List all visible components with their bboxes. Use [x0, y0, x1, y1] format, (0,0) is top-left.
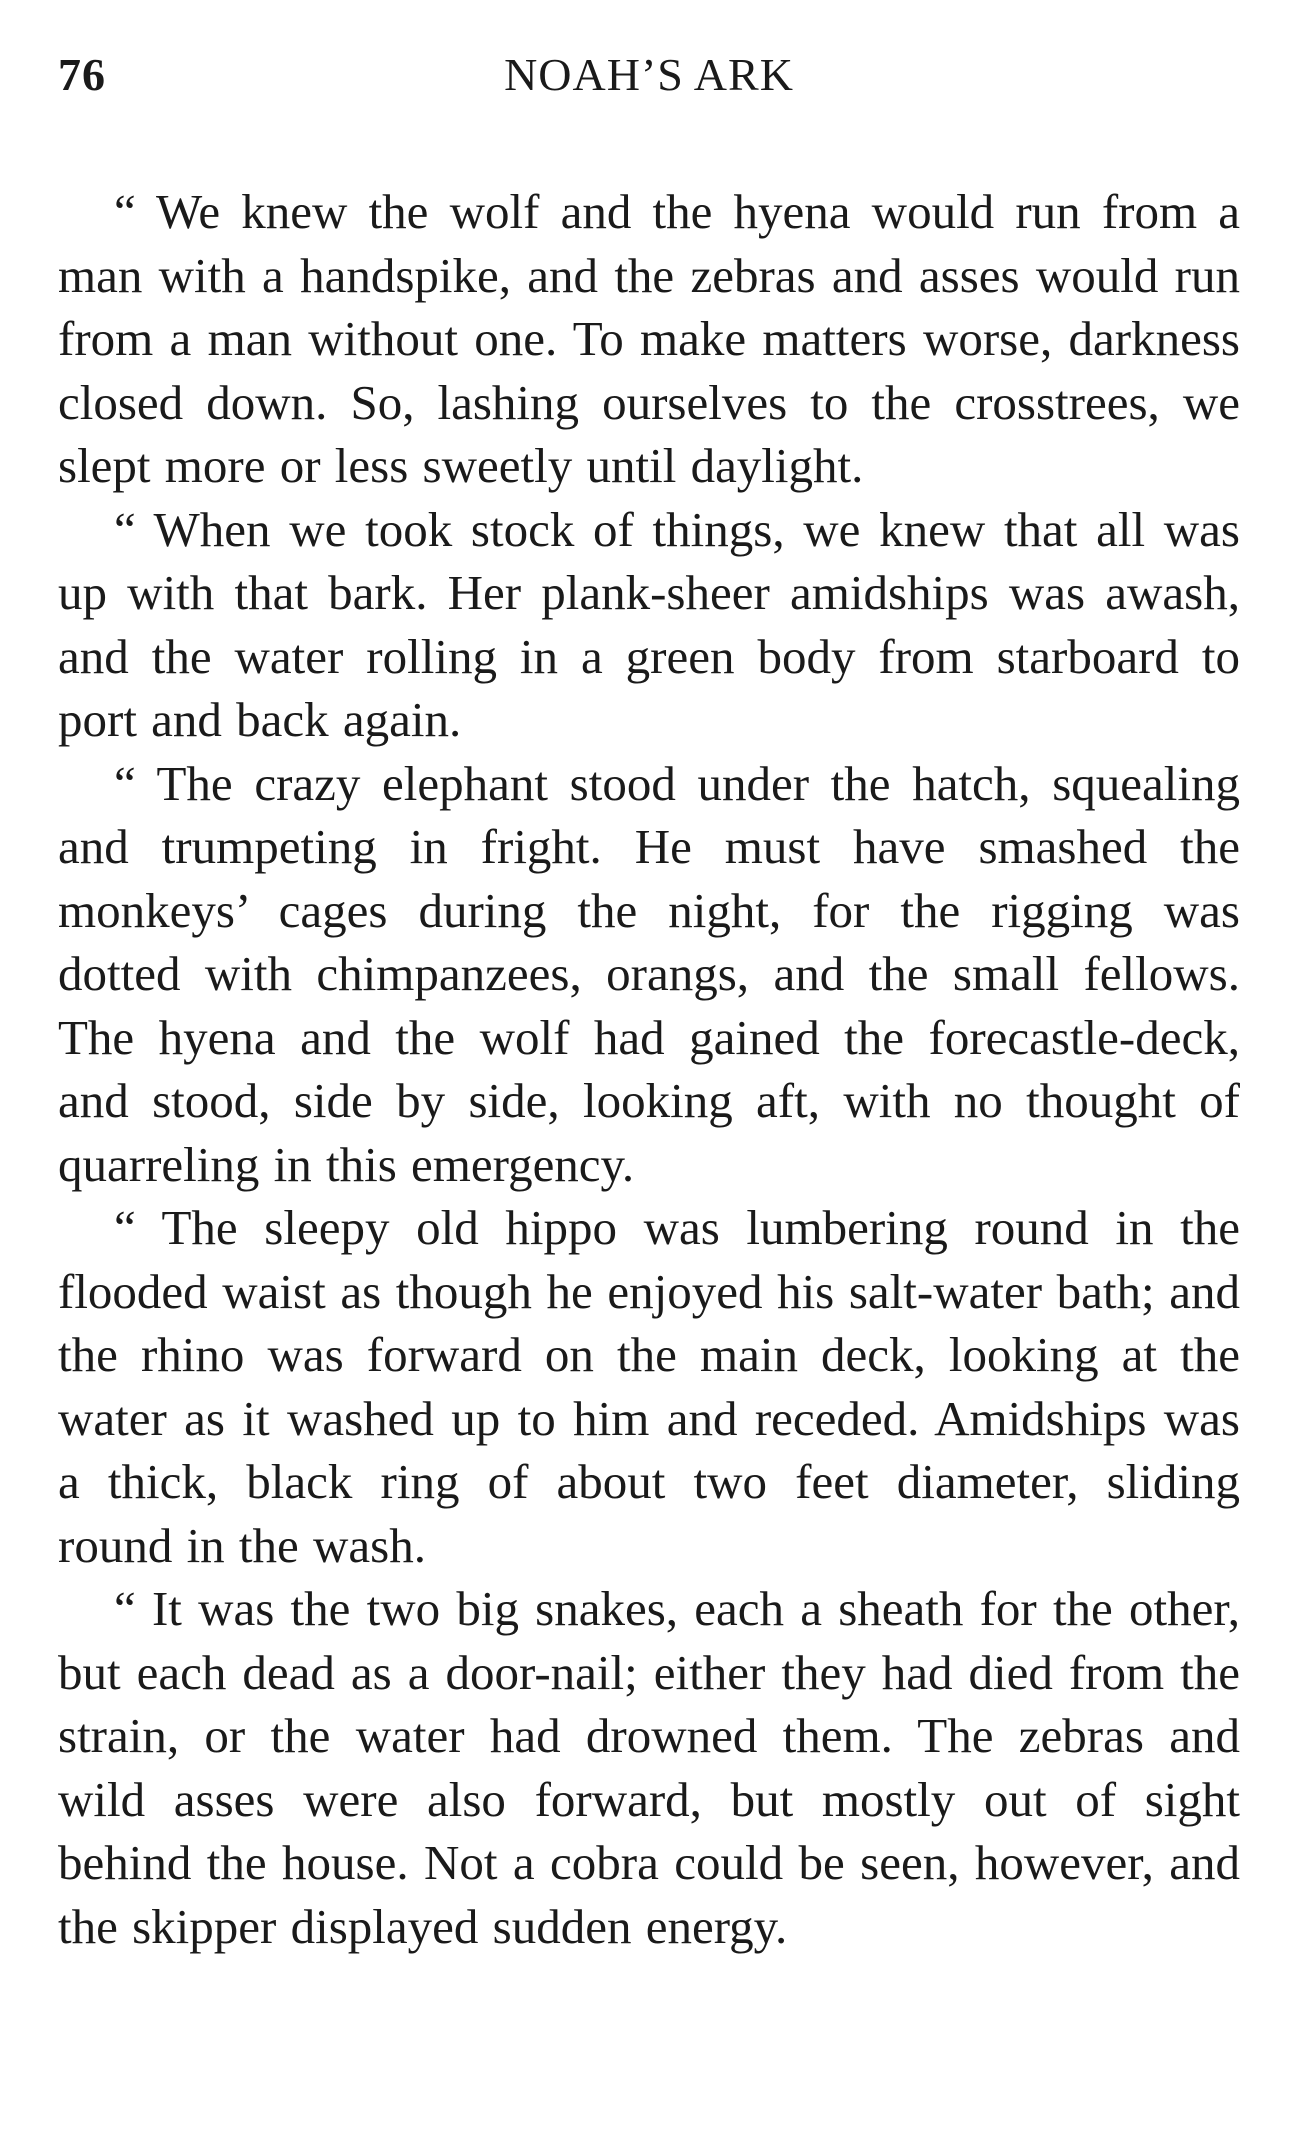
page-header [58, 40, 1240, 110]
paragraph: “ We knew the wolf and the hyena would run from a man with a handspike, and the zebras and asses would run from a man without one. To make matters worse, darkness closed down. So, lashing ourselves to the crosstrees, we slept more or less sweetly until daylight. [58, 184, 1240, 493]
paragraph: “ When we took stock of things, we knew that all was up with that bark. Her plank-sheer amidships was awash, and the water rolling in a green body from starboard to port and back again. [58, 501, 1240, 747]
paragraph: “ It was the two big snakes, each a sheath for the other, but each dead as a door-nail; either they had died from the strain, or the water had drowned them. The zebras and wild asses were also forward, but mostly out of sight behind the house. Not a cobra could be seen, however, and the skipper displayed sudden energy. [58, 1581, 1240, 1954]
body-text [58, 180, 1240, 1958]
running-head: NOAH’S ARK [504, 49, 794, 100]
paragraph: “ The sleepy old hippo was lumbering round in the flooded waist as though he enjoyed his salt-water bath; and the rhino was forward on the main deck, looking at the water as it washed up to him and receded. Amidships was a thick, black ring of about two feet diameter, sliding round in the wash. [58, 1200, 1240, 1573]
page-number: 76 [58, 49, 106, 100]
paragraph: “ The crazy elephant stood under the hatch, squealing and trumpeting in fright. He must have smashed the monkeys’ cages during the night, for the rigging was dotted with chimpanzees, orangs, and the small fellows. The hyena and the wolf had gained the forecastle-deck, and stood, side by side, looking aft, with no thought of quarreling in this emergency. [58, 755, 1240, 1192]
